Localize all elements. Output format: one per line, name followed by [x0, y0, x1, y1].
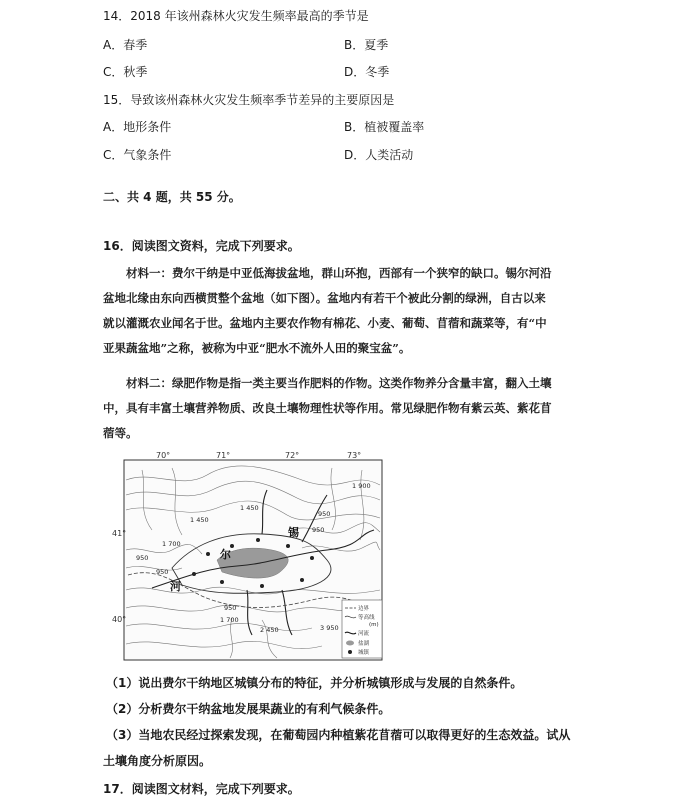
- legend-label: 盐湖: [358, 641, 370, 647]
- q14-option-a[interactable]: A．春季: [103, 38, 148, 52]
- legend-label: 边界: [358, 606, 370, 612]
- q15-option-a[interactable]: A．地形条件: [103, 120, 172, 134]
- material-two-line: 蓿等。: [103, 426, 138, 440]
- material-two-line: 材料二：绿肥作物是指一类主要当作肥料的作物。这类作物养分含量丰富，翻入土壤: [126, 376, 552, 390]
- contour-label: 2 450: [260, 626, 279, 634]
- contour-label: 1 700: [220, 616, 239, 624]
- q14-option-c[interactable]: C．秋季: [103, 65, 148, 79]
- place-label: 尔: [220, 548, 231, 561]
- sub-question-1: （1）说出费尔干纳地区城镇分布的特征，并分析城镇形成与发展的自然条件。: [106, 676, 523, 690]
- contour-label: 950: [318, 510, 331, 518]
- section-two-heading: 二、共 4 题，共 55 分。: [103, 190, 241, 204]
- fergana-basin-map: [112, 450, 408, 662]
- legend-label: 河流: [358, 631, 370, 637]
- material-two: [103, 371, 593, 446]
- q14-option-d[interactable]: D．冬季: [344, 65, 390, 79]
- place-label: 河: [170, 580, 181, 593]
- material-two-line: 中，具有丰富土壤营养物质、改良土壤物理性状等作用。常见绿肥作物有紫云英、紫花苜: [103, 401, 552, 415]
- contour-label: 950: [136, 554, 149, 562]
- longitude-label: 71°: [216, 451, 231, 460]
- legend-label: 等高线: [358, 615, 375, 621]
- legend-label: (m): [369, 622, 379, 628]
- contour-label: 950: [312, 526, 325, 534]
- q15-option-d[interactable]: D．人类活动: [344, 148, 414, 162]
- contour-label: 3 950: [320, 624, 339, 632]
- material-one-line: 盆地北缘由东向西横贯整个盆地（如下图）。盆地内有若干个被此分割的绿洲，自古以来: [103, 291, 546, 305]
- legend-label: 城镇: [358, 650, 370, 656]
- question-14-stem: 14．2018 年该州森林火灾发生频率最高的季节是: [103, 9, 369, 23]
- map-legend: [342, 600, 382, 658]
- material-one-line: 材料一：费尔干纳是中亚低海拔盆地，群山环抱，西部有一个狭窄的缺口。锡尔河沿: [126, 266, 552, 280]
- material-one-line: 就以灌溉农业闻名于世。盆地内主要农作物有棉花、小麦、葡萄、苜蓿和蔬菜等，有“中: [103, 316, 547, 330]
- material-one-line: 亚果蔬盆地”之称，被称为中亚“肥水不流外人田的聚宝盆”。: [103, 341, 411, 355]
- contour-label: 1 450: [190, 516, 209, 524]
- q14-option-b[interactable]: B．夏季: [344, 38, 389, 52]
- place-label: 锡: [288, 526, 299, 539]
- question-17-stem: 17．阅读图文材料，完成下列要求。: [103, 782, 300, 796]
- question-15-stem: 15．导致该州森林火灾发生频率季节差异的主要原因是: [103, 93, 395, 107]
- contour-label: 1 900: [352, 482, 371, 490]
- q15-option-b[interactable]: B．植被覆盖率: [344, 120, 425, 134]
- contour-label: 1 700: [162, 540, 181, 548]
- question-16-stem: 16．阅读图文资料，完成下列要求。: [103, 239, 300, 253]
- sub-question-3: （3）当地农民经过探索发现，在葡萄园内种植紫花苜蓿可以取得更好的生态效益。试从: [106, 728, 571, 742]
- contour-label: 950: [156, 568, 169, 576]
- latitude-label: 40°: [112, 615, 127, 624]
- q15-option-c[interactable]: C．气象条件: [103, 148, 172, 162]
- contour-label: 950: [224, 604, 237, 612]
- longitude-label: 70°: [156, 451, 171, 460]
- longitude-label: 72°: [285, 451, 300, 460]
- material-one: [103, 261, 593, 361]
- contour-label: 1 450: [240, 504, 259, 512]
- latitude-label: 41°: [112, 529, 127, 538]
- sub-question-3-continued: 土壤角度分析原因。: [103, 754, 212, 768]
- longitude-label: 73°: [347, 451, 362, 460]
- sub-question-2: （2）分析费尔干纳盆地发展果蔬业的有利气候条件。: [106, 702, 391, 716]
